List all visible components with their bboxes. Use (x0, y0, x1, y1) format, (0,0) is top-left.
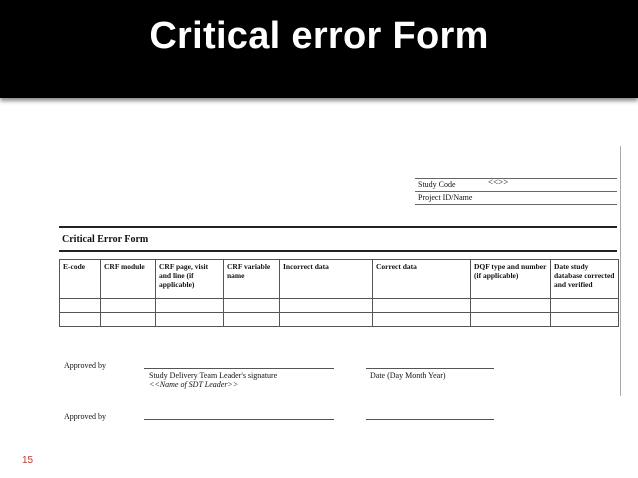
table-cell[interactable] (551, 299, 619, 313)
signature-caption (149, 371, 277, 389)
date-line[interactable] (366, 368, 494, 369)
signature-name: <<Name of SDT Leader>> (149, 380, 239, 389)
table-cell[interactable] (471, 299, 551, 313)
column-header: Incorrect data (280, 260, 373, 299)
table-cell[interactable] (551, 313, 619, 327)
column-header: DQF type and number (if applicable) (471, 260, 551, 299)
table-cell[interactable] (280, 313, 373, 327)
table-cell[interactable] (471, 313, 551, 327)
table-cell[interactable] (280, 299, 373, 313)
table-row (60, 299, 619, 313)
table-row (60, 313, 619, 327)
table-cell[interactable] (373, 299, 471, 313)
column-header: CRF module (101, 260, 156, 299)
table-cell[interactable] (101, 299, 156, 313)
study-meta (415, 178, 617, 205)
signature-line[interactable] (144, 368, 334, 369)
table-cell[interactable] (60, 313, 101, 327)
project-row (415, 191, 617, 205)
table-cell[interactable] (60, 299, 101, 313)
column-header: CRF page, visit and line (if applicable) (156, 260, 224, 299)
study-code-value: <<>> (488, 177, 509, 187)
date-line[interactable] (366, 419, 494, 420)
approved-by-label: Approved by (64, 361, 106, 370)
form-border (620, 146, 621, 396)
study-code-label: Study Code (418, 180, 456, 189)
signature-label: Study Delivery Team Leader's signature (149, 371, 278, 380)
table-cell[interactable] (373, 313, 471, 327)
table-cell[interactable] (156, 299, 224, 313)
table-cell[interactable] (101, 313, 156, 327)
column-header: Date study database corrected and verified (551, 260, 619, 299)
form-heading (59, 226, 617, 252)
signature-line[interactable] (144, 419, 334, 420)
date-label: Date (Day Month Year) (370, 371, 446, 380)
title-bar (0, 0, 638, 98)
table-cell[interactable] (224, 313, 280, 327)
column-header: CRF variable name (224, 260, 280, 299)
page-number: 15 (22, 455, 34, 466)
table-header-row (60, 260, 619, 299)
slide-title: Critical error Form (149, 15, 489, 57)
column-header: E-code (60, 260, 101, 299)
project-label: Project ID/Name (418, 193, 473, 202)
form-heading-text: Critical Error Form (62, 234, 149, 245)
study-code-row (415, 178, 617, 191)
table-cell[interactable] (156, 313, 224, 327)
approved-by-label: Approved by (64, 412, 106, 421)
table-cell[interactable] (224, 299, 280, 313)
column-header: Correct data (373, 260, 471, 299)
critical-error-table (59, 259, 619, 327)
